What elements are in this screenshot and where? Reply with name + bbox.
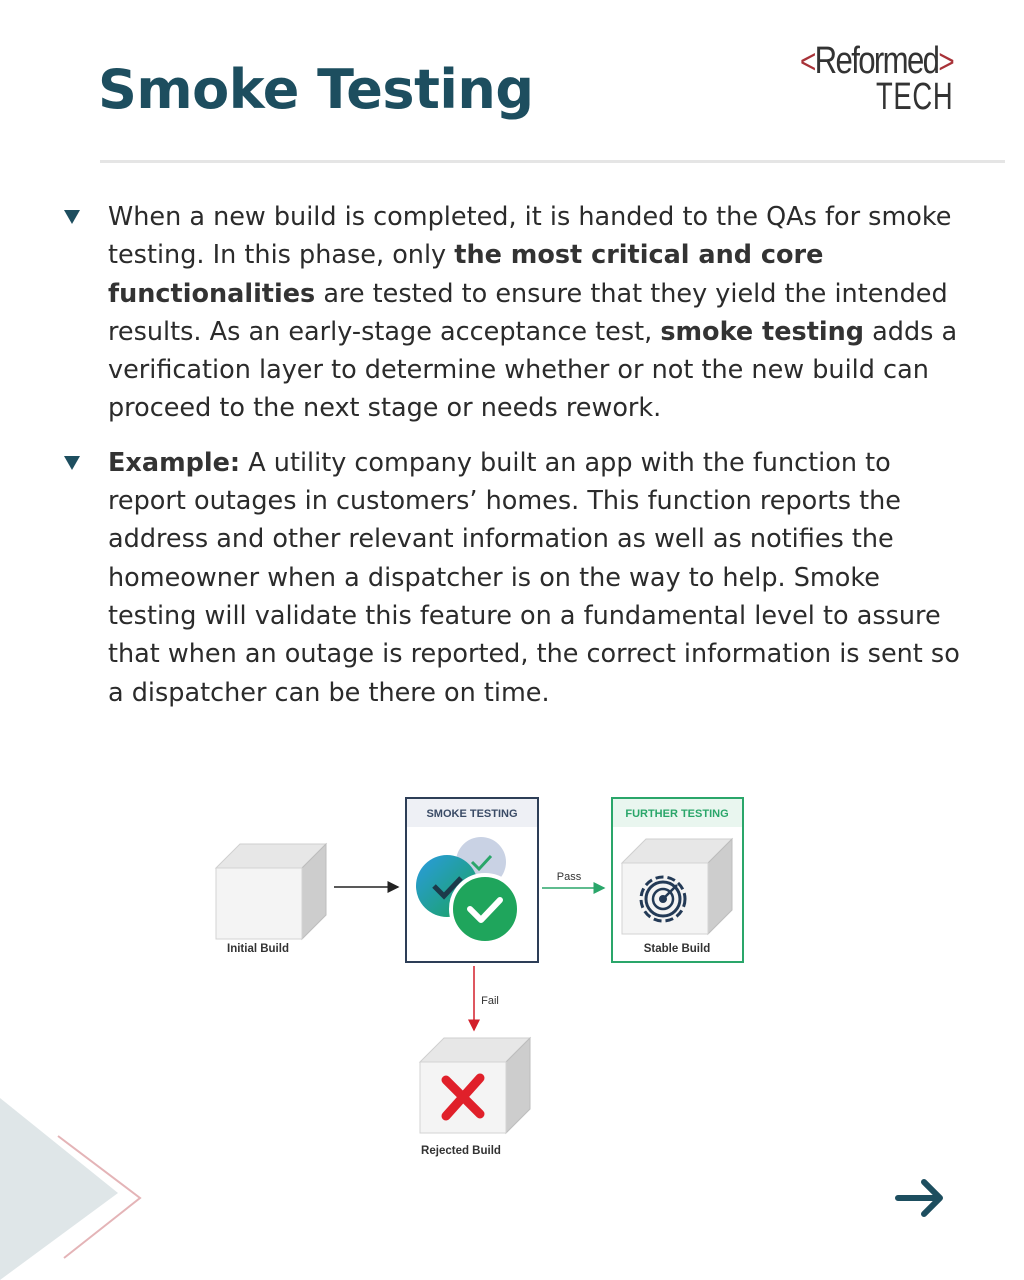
bullet-text: When a new build is completed, it is handed to the QAs for smoke testing. In this phase, only the most critical and core functionalities are tested to ensure that they yield the intended results. As an early-stage acceptance test, smoke testing adds a verification layer to determine whether or not the new build can proceed to the next stage or needs rework.	[108, 202, 958, 424]
fail-label: Fail	[481, 995, 499, 1007]
triangle-down-icon	[64, 210, 80, 224]
bullet-item-example	[64, 444, 964, 712]
bullet-list	[64, 198, 964, 728]
logo-wordmark: <Reformed>	[800, 40, 953, 82]
logo-subtitle: TECH	[876, 76, 954, 118]
initial-build-label: Initial Build	[227, 943, 289, 955]
page-title: Smoke Testing	[98, 58, 534, 121]
header-divider	[100, 160, 1005, 163]
initial-build-cube	[216, 844, 326, 939]
arrow-right-icon[interactable]	[892, 1176, 948, 1220]
bullet-text: Example: A utility company built an app with the function to report outages in customers’ homes. This function reports the address and other relevant information as well as notifies the homeowner when a dispatcher is on the way to help. Smoke testing will validate this feature on a fundamental level to assure that when an outage is reported, the correct information is sent so a dispatcher can be there on time.	[108, 447, 960, 708]
triangle-down-icon	[64, 456, 80, 470]
corner-chevron-decoration	[0, 1090, 160, 1280]
smoke-testing-title: SMOKE TESTING	[426, 808, 518, 820]
rejected-build-cube	[420, 1038, 530, 1133]
check-circle-icon	[451, 875, 519, 943]
pass-label: Pass	[556, 871, 582, 883]
reformed-tech-logo	[800, 40, 970, 120]
further-testing-title: FURTHER TESTING	[625, 808, 729, 820]
further-testing-box	[612, 798, 743, 962]
stable-build-label: Stable Build	[643, 943, 711, 955]
smoke-testing-box	[406, 798, 538, 962]
bullet-item-definition	[64, 198, 964, 428]
rejected-build-label: Rejected Build	[421, 1145, 501, 1157]
